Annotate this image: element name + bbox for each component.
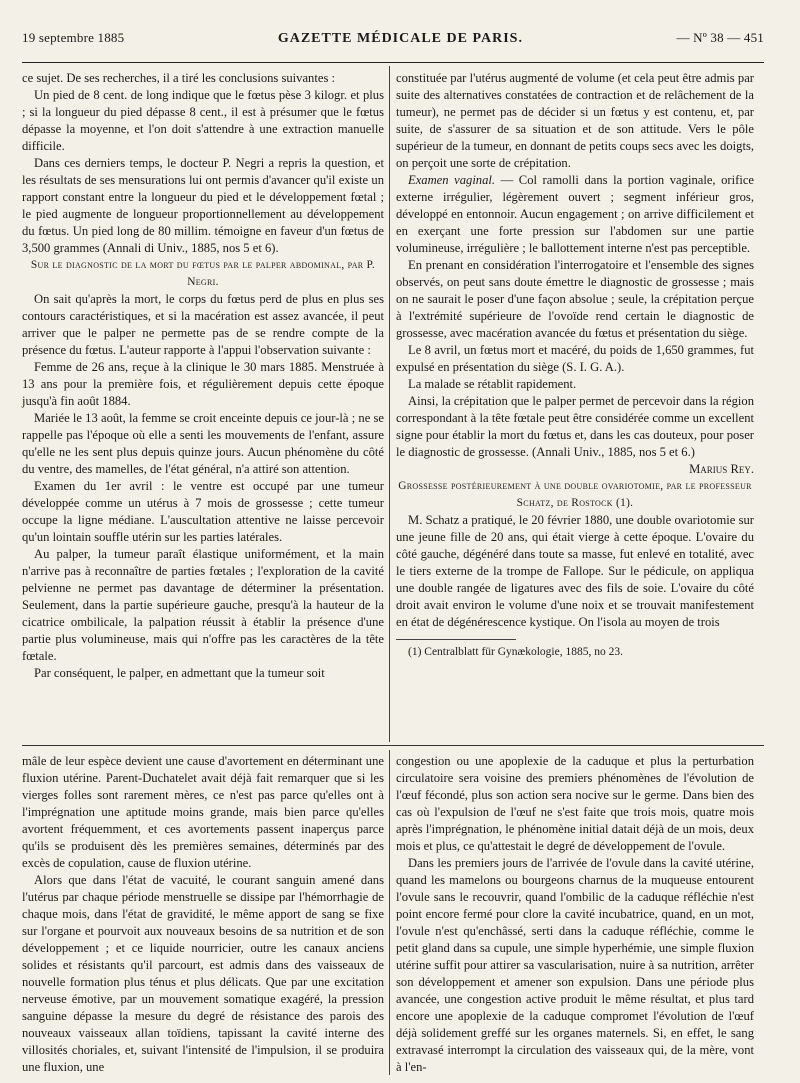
paragraph: constituée par l'utérus augmenté de volume (et cela peut être admis par suite des alternatives constatées de contraction et de relâchement de la tumeur), ne permet pas de décider si un fœtus y est contenu, et, par suite, de s'assurer de sa situation et de son attitude. Vers le pôle supérieur de la tumeur, en donnant de petits coups secs avec les doigts, on perçoit une sorte de crépitation. <box>396 71 754 170</box>
paragraph: On sait qu'après la mort, le corps du fœtus perd de plus en plus ses contours caractéristiques, et si la macération est assez avancée, il peut arriver que le palper ne permette pas de se rendre compte de la présence du fœtus. L'auteur rapporte à l'appui l'observation suivante : <box>22 292 384 357</box>
running-header <box>22 30 764 52</box>
paragraph: Dans ces derniers temps, le docteur P. Negri a repris la question, et les résultats de ses mensurations lui ont permis d'avancer qu'il existe un rapport constant entre la longueur du pied et le développement fœtal ; le pied augmente de longueur proportionnellement au développement du fœtus. Un pied long de 80 millim. témoigne en faveur d'un fœtus de 3,500 grammes (Annali di Univ., 1885, nos 5 et 6). <box>22 156 384 255</box>
exam-text: — Col ramolli dans la portion vaginale, orifice externe irrégulier, légèrement ouvert ; segment inférieur gros, développé en entonnoir. Aucun engagement ; on arrive difficilement et en exerçant une forte pression sur l'abdomen sur une partie volumineuse, irrégulière ; le ballottement interne n'est pas perceptible. <box>396 173 754 255</box>
paragraph <box>396 172 754 257</box>
paragraph: Alors que dans l'état de vacuité, le courant sanguin amené dans l'utérus par chaque période menstruelle se dissipe par l'hémorrhagie de chaque mois, dans l'état de gravidité, le même apport de sang se fixe sur l'organe et pourvoit aux nouveaux besoins de sa nutrition et de son développement ; et ce liquide nourricier, outre les canaux anciens solides et résistants qu'il parcourt, est admis dans des vaisseaux de nouvelle formation plus ténus et plus délicats. Que par une excitation nerveuse émotive, par un mouvement somatique exagéré, la pression sanguine dépasse la mesure du degré de résistance des parois des nouveaux vaisseaux allan toïdiens, tapissant la cavité interne des villosités choriales, et, suivant l'intensité de l'impulsion, il se produira une fluxion, une <box>22 873 384 1074</box>
article-heading: Sur le diagnostic de la mort du fœtus par le palper abdominal, par P. Negri. <box>30 259 376 288</box>
paragraph: Au palper, la tumeur paraît élastique uniformément, et la main n'arrive pas à reconnaître de parties fœtales ; l'exploration de la cavité pelvienne ne permet pas davantage de déterminer la présentation. Seulement, dans la partie supérieure gauche, presqu'à la hauteur de la cicatrice ombilicale, la palpation réussit à établir la présence d'une partie plus volumineuse, mais qui n'offre pas les caractères de la tête fœtale. <box>22 547 384 663</box>
paragraph: mâle de leur espèce devient une cause d'avortement en déterminant une fluxion utérine. Parent-Duchatelet avait déjà fait remarquer que si les vierges folles sont rarement mères, ce n'est pas parce qu'elles ont à l'imprégnation une aptitude moins grande, mais bien parce qu'elles avortent fréquemment, et ces avortements passent inaperçus parce qu'ils se produisent dès les premières semaines, déterminés par des excès de copulation, cause de fluxion utérine. <box>22 754 384 870</box>
section-separator <box>22 745 764 746</box>
column-top-left <box>22 70 384 738</box>
paragraph: Mariée le 13 août, la femme se croit enceinte depuis ce jour-là ; ne se rappelle pas l'époque où elle a senti les mouvements de l'enfant, assure qu'elle ne les sent plus depuis quinze jours. Aucun phénomène du côté du ventre, des mamelles, de l'état général, n'a attiré son attention. <box>22 411 384 476</box>
header-right <box>676 30 764 46</box>
paragraph: Ainsi, la crépitation que le palper permet de percevoir dans la région correspondant à la tête fœtale peut être considérée comme un excellent signe pour établir la mort du fœtus et, dans les cas douteux, pour poser le diagnostic de grossesse. (Annali Univ., 1885, nos 5 et 6.) <box>396 394 754 459</box>
footnote-rule <box>396 639 516 640</box>
header-rule <box>22 62 764 63</box>
paragraph: Dans les premiers jours de l'arrivée de l'ovule dans la cavité utérine, quand les mamelons ou bourgeons charnus de la muqueuse entourent l'ovule sans le recouvrir, quand l'ombilic de la caduque réfléchie n'est point encore fermé pour clore la cavité incubatrice, quand, en un mot, l'ovule n'est qu'enchâssé, serti dans la caduque réfléchie, comme le petit gland dans sa cupule, une simple hyperhémie, une simple fluxion utérine suffit pour attirer sa vascularisation, nuire à sa nutrition, arrêter son développement et amener son expulsion. Dans une période plus avancée, une congestion active produit le même résultat, et plus tard encore une apoplexie de la caduque compromet l'évolution de l'œuf déjà solidement greffé sur les organes maternels. Si, en effet, le sang extravasé interrompt la circulation des vaisseaux qui, de la mère, vont à l'en- <box>396 856 754 1074</box>
page-number: 451 <box>743 30 764 45</box>
column-divider-top <box>389 66 390 742</box>
column-bottom-left <box>22 753 384 1075</box>
paragraph: Un pied de 8 cent. de long indique que le fœtus pèse 3 kilogr. et plus ; si la longueur du pied dépasse 8 cent., il est à présumer que le fœtus dépasse la moyenne, et l'on doit s'attendre à une extraction manuelle difficile. <box>22 88 384 153</box>
paragraph: Le 8 avril, un fœtus mort et macéré, du poids de 1,650 grammes, fut expulsé en présentation du siège (S. I. G. A.). <box>396 343 754 374</box>
footnote: (1) Centralblatt für Gynækologie, 1885, no 23. <box>408 646 623 658</box>
column-divider-bottom <box>389 750 390 1075</box>
column-top-right <box>396 70 754 738</box>
article-heading: Grossesse postérieurement à une double ovariotomie, par le professeur Schatz, de Rostock (1). <box>398 480 752 509</box>
paragraph: Par conséquent, le palper, en admettant que la tumeur soit <box>34 666 325 680</box>
paragraph: Examen du 1er avril : le ventre est occupé par une tumeur développée comme un utérus à 7 mois de grossesse ; cette tumeur occupe la ligne médiane. L'auscultation attentive ne laisse percevoir qu'un lointain souffle utérin sur les parties latérales. <box>22 479 384 544</box>
header-date: 19 septembre 1885 <box>22 30 125 45</box>
paragraph: M. Schatz a pratiqué, le 20 février 1880, une double ovariotomie sur une jeune fille de 20 ans, qui était vierge à cette époque. L'ovaire du côté gauche, dégénéré dans toute sa masse, fut enlevé en totalité, avec le tiers externe de la trompe de Fallope. Sur le pédicule, on appliqua une double rangée de ligatures avec des fils de soie. L'ovaire du côté droit avait environ le volume d'une noix et se trouvait manifestement en état de dégénérescence kystique. On l'isola au moyen de trois <box>396 513 754 629</box>
exam-label: Examen vaginal. <box>408 173 496 187</box>
column-bottom-right <box>396 753 754 1075</box>
paragraph: congestion ou une apoplexie de la caduque et plus la perturbation circulatoire sera voisine des premiers phénomènes de l'évolution de l'œuf fécondé, plus son action sera nocive sur le germe. Dans bien des cas où l'expulsion de l'œuf ne s'est faite que trois mois, quatre mois après l'imprégnation, le phénomène initial datait déjà de un mois, deux mois et plus, ce qu'attestait le degré de développement de l'ovule. <box>396 754 754 853</box>
issue-number: — Nº 38 — <box>676 30 741 45</box>
paragraph: La malade se rétablit rapidement. <box>408 377 577 391</box>
paragraph: En prenant en considération l'interrogatoire et l'ensemble des signes observés, on peut sans doute émettre le diagnostic de grossesse ; mais on ne saurait le poser d'une façon absolue ; seule, la crépitation perçue à l'extrémité supérieure de l'ovoïde rend certain le diagnostic de grossesse, avec macération avancée du fœtus et présentation du siège. <box>396 258 754 340</box>
paragraph: ce sujet. De ses recherches, il a tiré les conclusions suivantes : <box>22 71 335 85</box>
author-signature: Marius Rey. <box>689 462 754 476</box>
paragraph: Femme de 26 ans, reçue à la clinique le 30 mars 1885. Menstruée à 13 ans pour la première fois, et régulièrement depuis cette époque jusqu'à fin août 1884. <box>22 360 384 408</box>
journal-title: GAZETTE MÉDICALE DE PARIS. <box>277 31 523 46</box>
